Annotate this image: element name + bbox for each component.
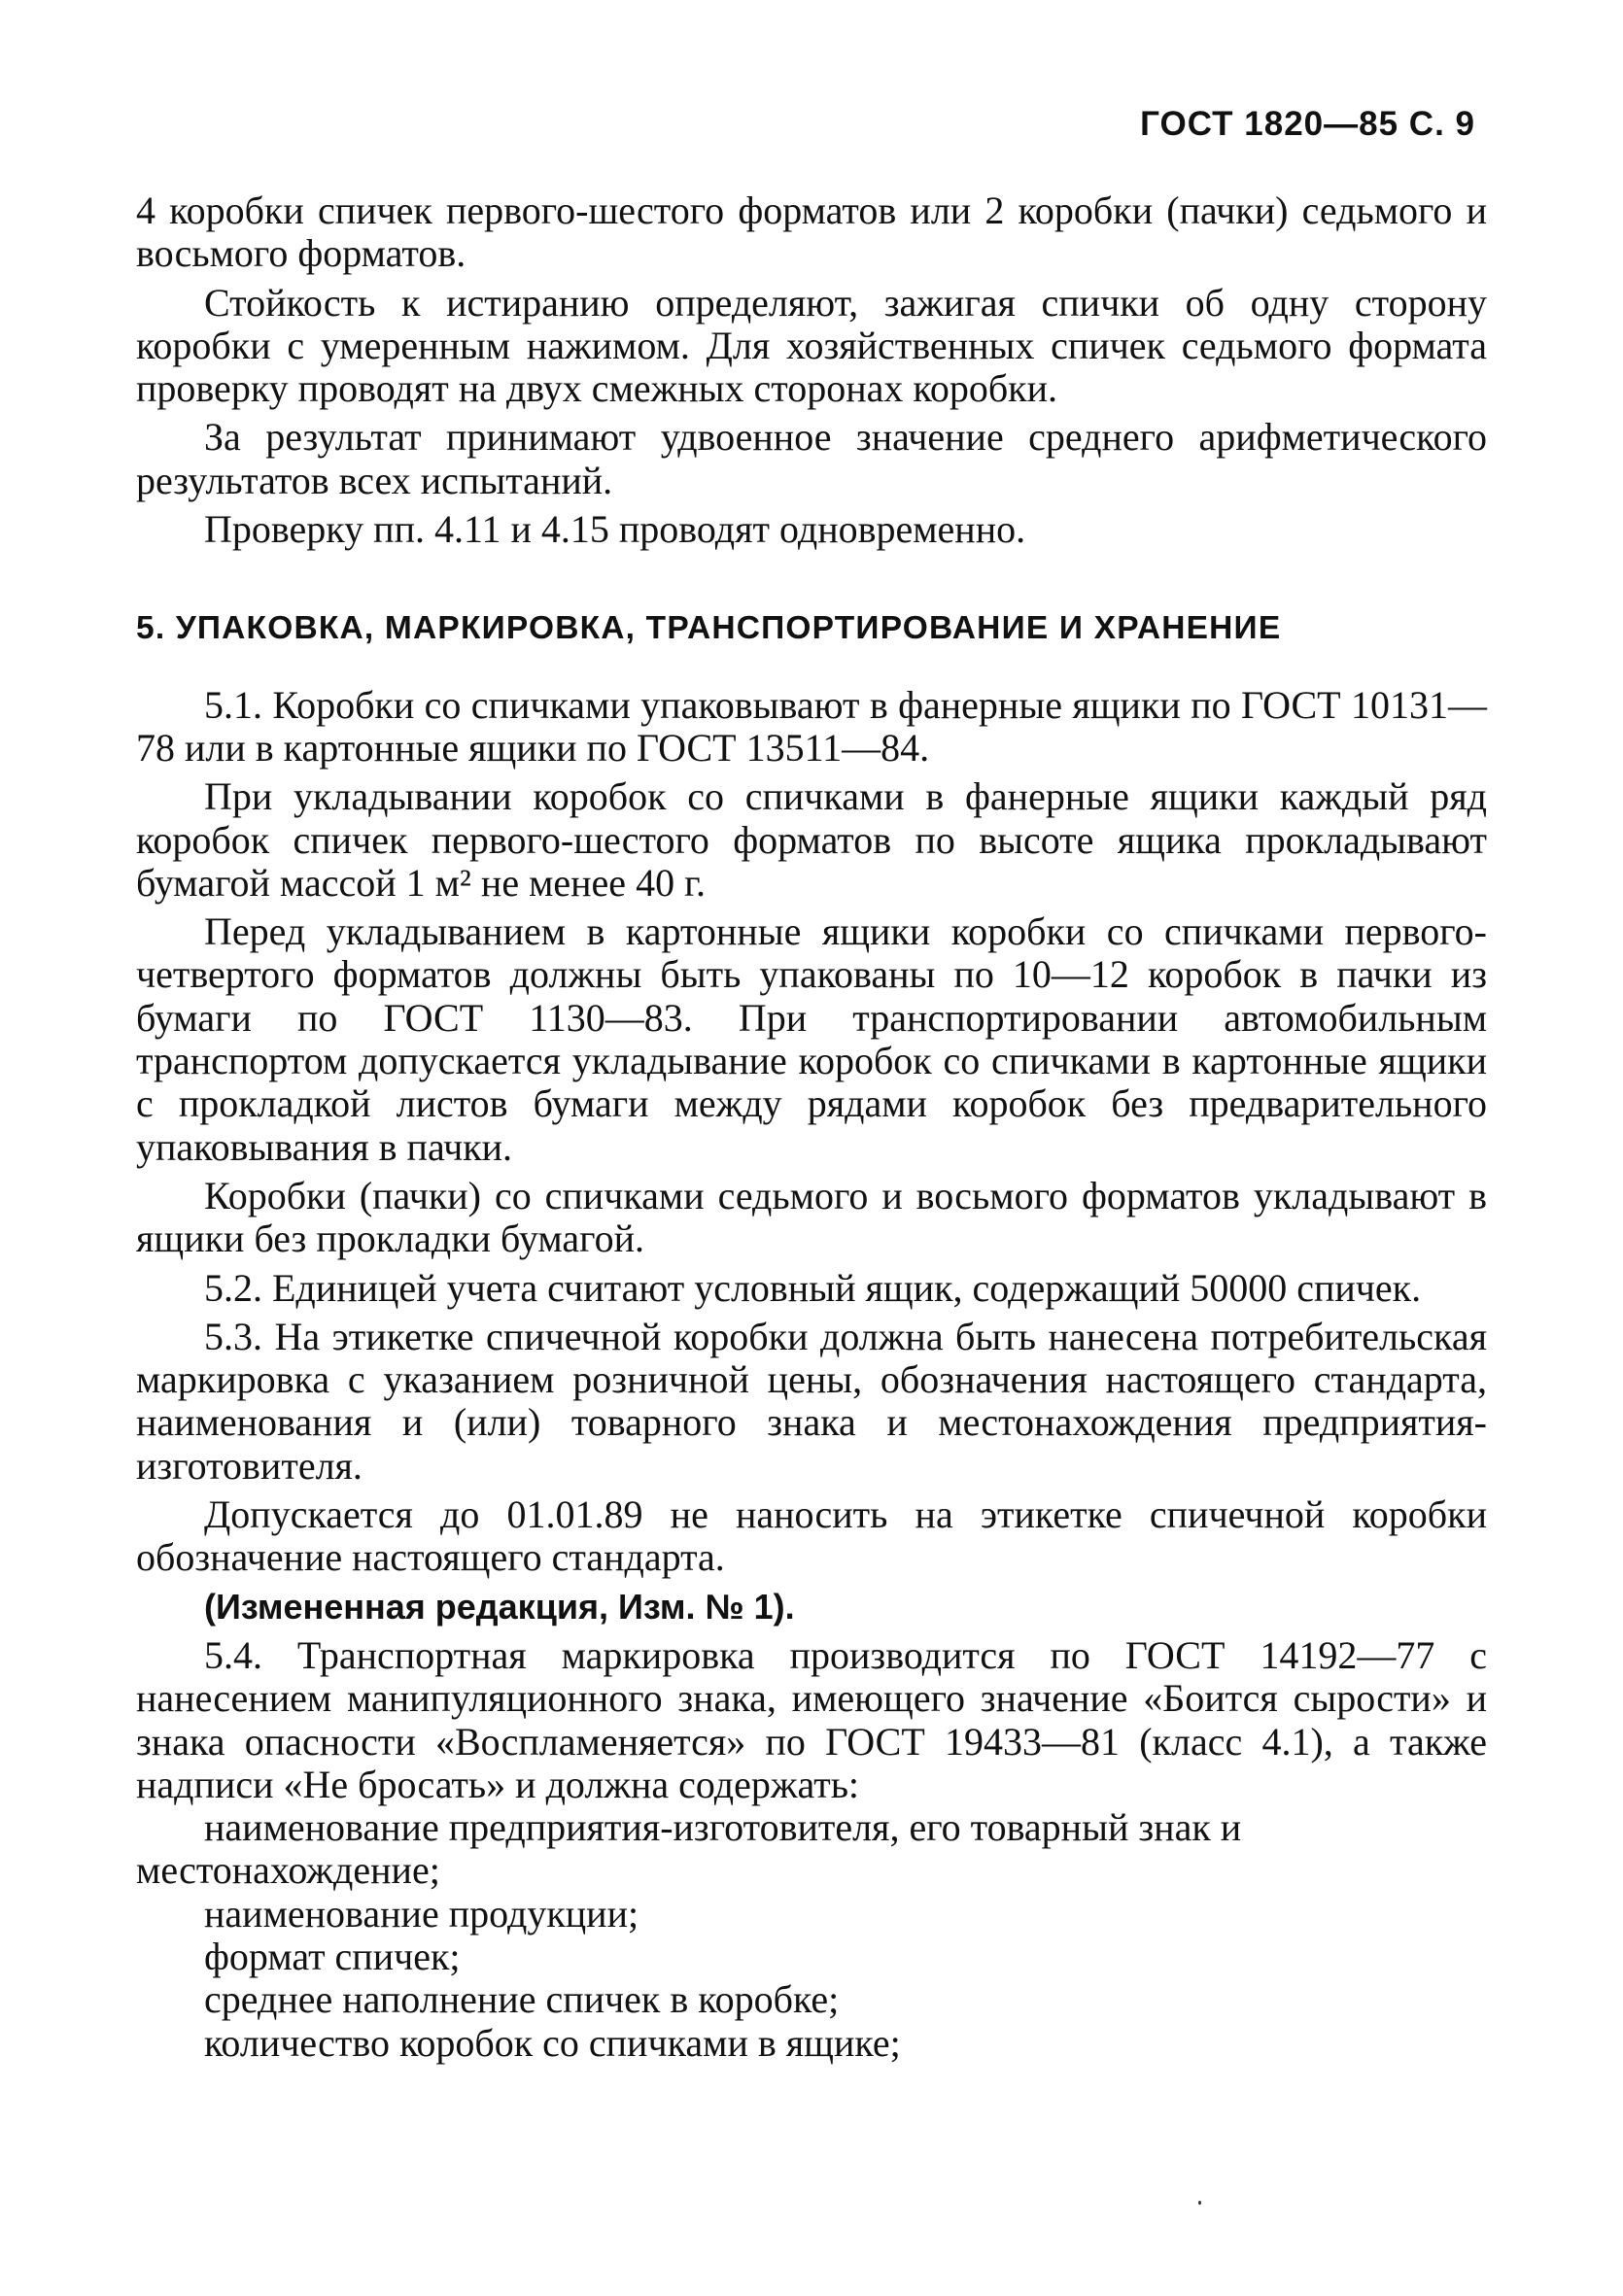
paragraph-plywood-boxes: При укладывании коробок со спичками в фанерные ящики каждый ряд коробок спичек первого-шестого форматов по высоте ящика прокладывают бумагой массой 1 м² не менее 40 г. — [136, 774, 1487, 905]
paragraph-seventh-eighth-formats: Коробки (пачки) со спичками седьмого и восьмого форматов укладывают в ящики без прокладки бумагой. — [136, 1173, 1487, 1261]
paragraph-cardboard-boxes: Перед укладыванием в картонные ящики коробки со спичками первого-четвертого форматов должны быть упакованы по 10—12 коробок в пачки из бумаги по ГОСТ 1130—83. При транспортировании автомобильным транспортом допускается укладывание коробок со спичками в картонные ящики с прокладкой листов бумаги между рядами коробок без предварительного упаковывания в пачки. — [136, 909, 1487, 1169]
paragraph-5-1: 5.1. Коробки со спичками упаковывают в фанерные ящики по ГОСТ 10131—78 или в картонные ящики по ГОСТ 13511—84. — [136, 682, 1487, 770]
list-item: наименование предприятия-изготовителя, его товарный знак и местонахождение; — [136, 1805, 1242, 1893]
paragraph-result: За результат принимают удвоенное значение среднего арифметического результатов всех испытаний. — [136, 415, 1487, 502]
list-item: количество коробок со спичками в ящике; — [204, 2020, 901, 2065]
list-item: среднее наполнение спичек в коробке; — [204, 1977, 840, 2022]
list-item: наименование продукции; — [204, 1891, 639, 1936]
document-body — [136, 189, 1487, 2065]
paragraph-check: Проверку пп. 4.11 и 4.15 проводят одновременно. — [204, 507, 1026, 552]
paragraph-5-2: 5.2. Единицей учета считают условный ящик, содержащий 50000 спичек. — [204, 1265, 1422, 1310]
change-note: (Измененная редакция, Изм. № 1). — [204, 1586, 795, 1627]
scan-speck — [1198, 2201, 1201, 2205]
paragraph-5-4: 5.4. Транспортная маркировка производится по ГОСТ 14192—77 с нанесением манипуляционного знака, имеющего значение «Боится сырости» и знака опасности «Воспламеняется» по ГОСТ 19433—81 (класс 4.1), а также надписи «Не бросать» и должна содержать: — [136, 1632, 1487, 1806]
paragraph-abrasion-resistance: Стойкость к истиранию определяют, зажигая спички об одну сторону коробки с умеренным нажимом. Для хозяйственных спичек седьмого формата проверку проводят на двух смежных сторонах коробки. — [136, 280, 1487, 411]
paragraph-5-3: 5.3. На этикетке спичечной коробки должна быть нанесена потребительская маркировка с указанием розничной цены, обозначения настоящего стандарта, наименования и (или) товарного знака и местонахождения предприятия-изготовителя. — [136, 1314, 1487, 1488]
paragraph-continuation: 4 коробки спичек первого-шестого форматов или 2 коробки (пачки) седьмого и восьмого форматов. — [136, 188, 1487, 276]
list-item: формат спичек; — [204, 1934, 461, 1978]
paragraph-allowed-until: Допускается до 01.01.89 не наносить на этикетке спичечной коробки обозначение настоящего стандарта. — [136, 1492, 1487, 1580]
section-title: 5. УПАКОВКА, МАРКИРОВКА, ТРАНСПОРТИРОВАНИЕ И ХРАНЕНИЕ — [136, 610, 1282, 647]
page-header: ГОСТ 1820—85 С. 9 — [1140, 105, 1475, 143]
